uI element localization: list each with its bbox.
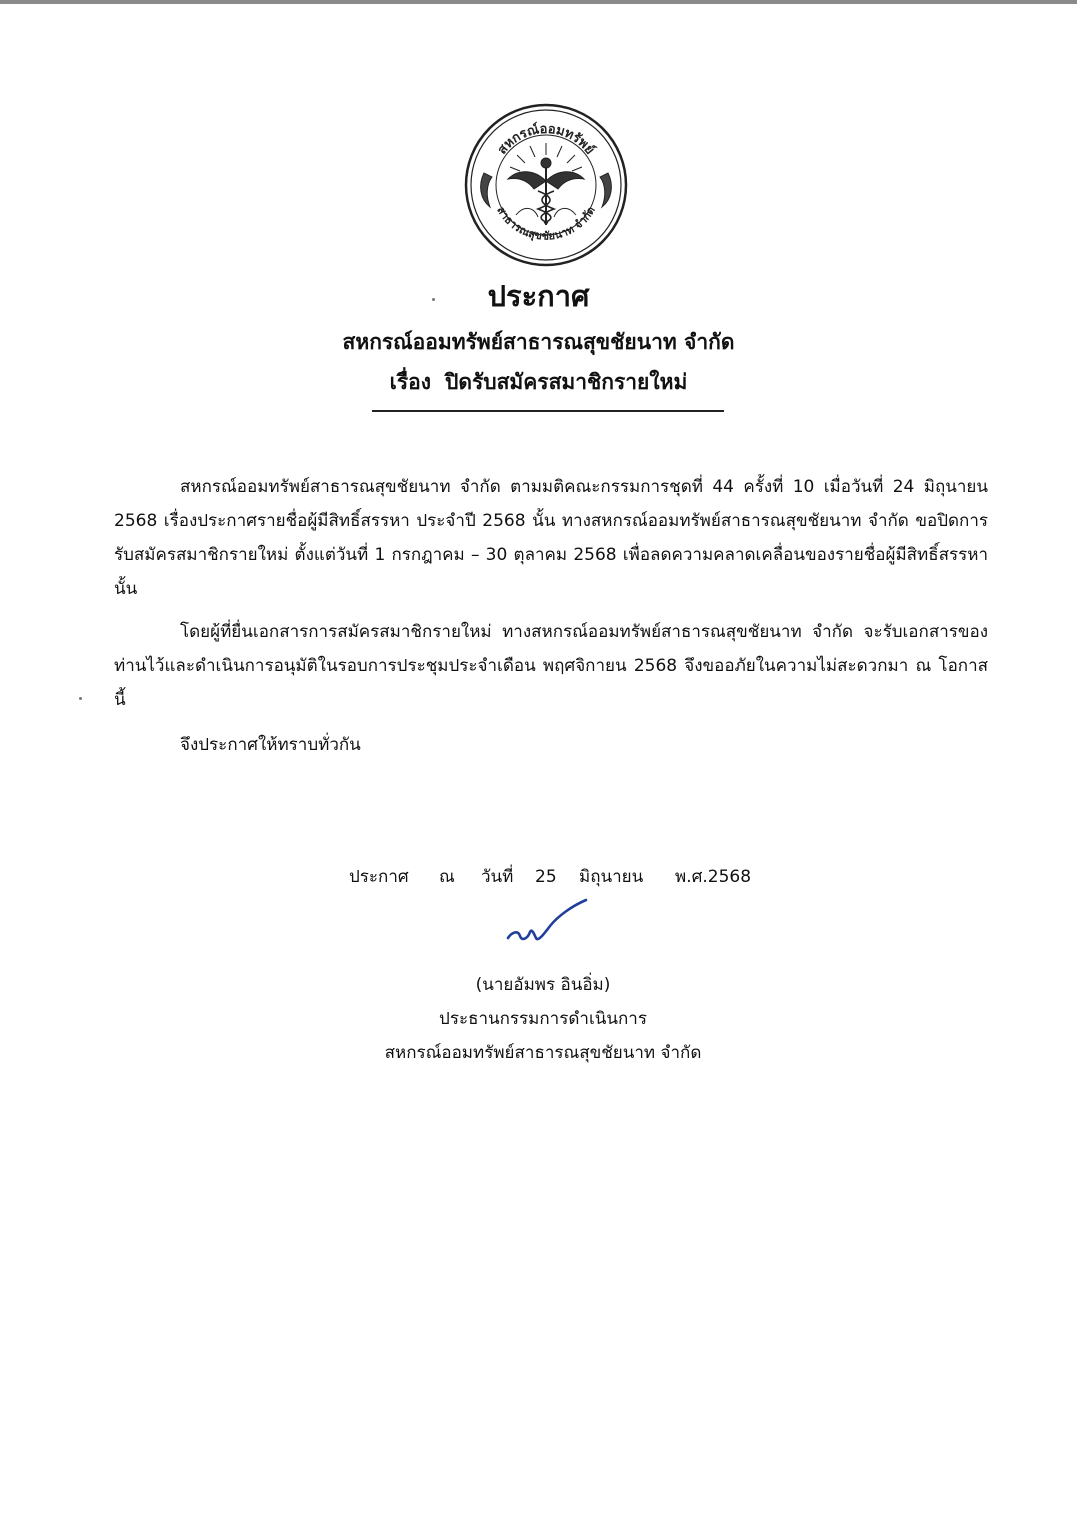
- scan-speck: [432, 298, 435, 301]
- date-month: มิถุนายน: [579, 867, 644, 887]
- date-announced-label: ประกาศ: [349, 867, 409, 887]
- subject-line: [0, 362, 1077, 402]
- body-paragraph-2: โดยผู้ที่ยื่นเอกสารการสมัครสมาชิกรายใหม่ ทางสหกรณ์ออมทรัพย์สาธารณสุขชัยนาท จำกัด จะรับเอกสารของท่านไว้และดำเนินการอนุมัติในรอบการประชุมประจำเดือน พฤศจิกายน 2568 จึงขออภัยในความไม่สะดวกมา ณ โอกาสนี้: [114, 622, 988, 710]
- signature-block: [300, 968, 786, 1070]
- subject-text: ปิดรับสมัครสมาชิกรายใหม่: [445, 370, 688, 394]
- announcement-date-line: [349, 860, 769, 894]
- page-title: ประกาศ: [487, 279, 590, 313]
- scan-speck: [79, 697, 82, 700]
- signatory-position: ประธานกรรมการดำเนินการ: [439, 1009, 647, 1029]
- handwritten-signature: [502, 898, 592, 948]
- signatory-name: (นายอัมพร อินอิ่ม): [475, 975, 611, 995]
- seal-bottom-text: สาธารณสุขชัยนาท จำกัด: [494, 204, 598, 243]
- date-at-label: ณ: [439, 867, 455, 887]
- date-year: พ.ศ.2568: [675, 867, 752, 887]
- signatory-organization: สหกรณ์ออมทรัพย์สาธารณสุขชัยนาท จำกัด: [384, 1043, 702, 1063]
- scan-top-border: [0, 0, 1077, 4]
- date-day: 25: [535, 867, 557, 887]
- body-paragraph-1: สหกรณ์ออมทรัพย์สาธารณสุขชัยนาท จำกัด ตามมติคณะกรรมการชุดที่ 44 ครั้งที่ 10 เมื่อวันที่ 24 มิถุนายน 2568 เรื่องประกาศรายชื่อผู้มีสิทธิ์สรรหา ประจำปี 2568 นั้น ทางสหกรณ์ออมทรัพย์สาธารณสุขชัยนาท จำกัด ขอปิดการรับสมัครสมาชิกรายใหม่ ตั้งแต่วันที่ 1 กรกฎาคม – 30 ตุลาคม 2568 เพื่อลดความคลาดเคลื่อนของรายชื่อผู้มีสิทธิ์สรรหา นั้น: [114, 477, 988, 599]
- cooperative-seal-icon: [464, 103, 628, 267]
- subject-label: เรื่อง: [389, 370, 431, 394]
- date-day-label: วันที่: [481, 867, 514, 887]
- organization-title: สหกรณ์ออมทรัพย์สาธารณสุขชัยนาท จำกัด: [342, 330, 735, 354]
- signature-stroke: [508, 900, 586, 939]
- seal-top-text: สหกรณ์ออมทรัพย์: [494, 121, 598, 158]
- title-underline: [372, 410, 724, 412]
- closing-statement: จึงประกาศให้ทราบทั่วกัน: [180, 735, 361, 755]
